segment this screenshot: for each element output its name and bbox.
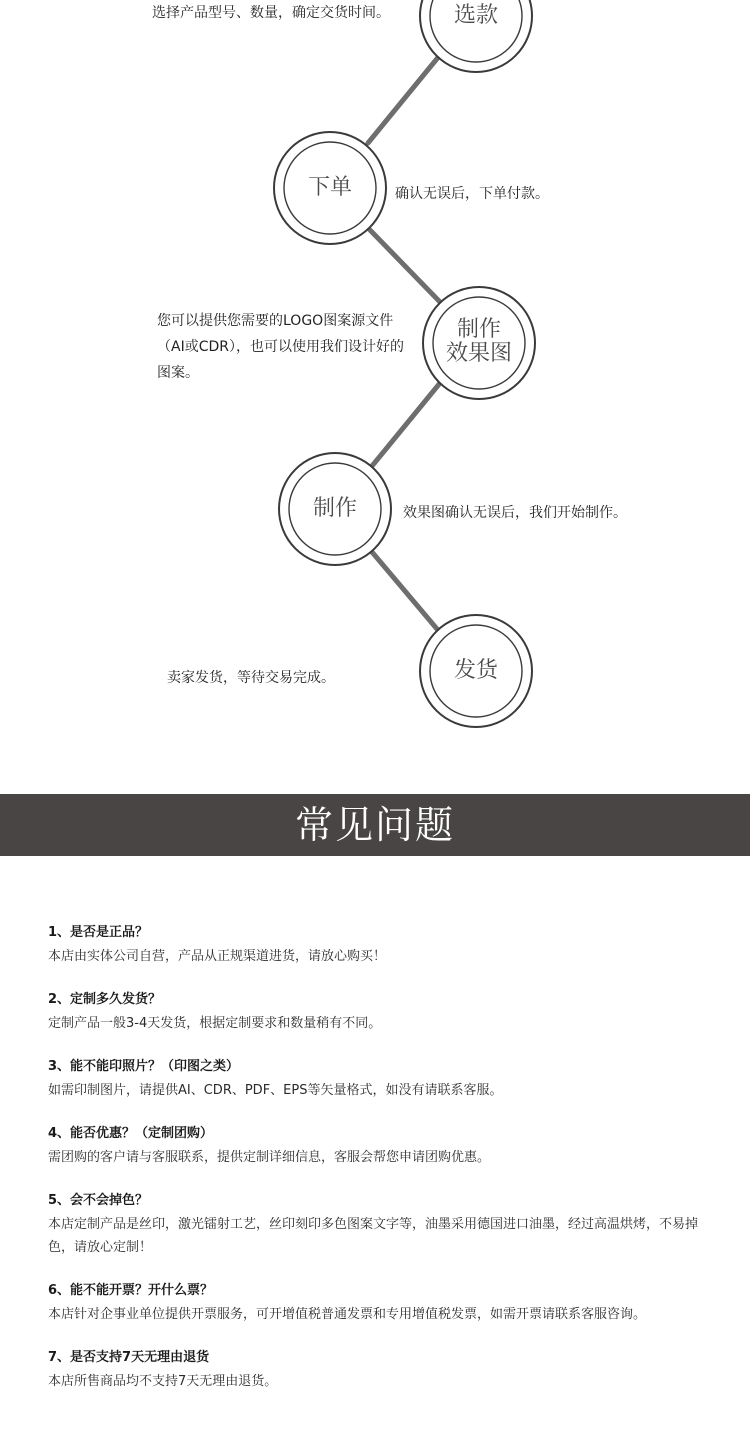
faq-item bbox=[48, 1282, 708, 1326]
faq-answer: 需团购的客户请与客服联系，提供定制详细信息，客服会帮您申请团购优惠。 bbox=[48, 1150, 491, 1165]
step-label-order: 下单 bbox=[307, 175, 352, 200]
faq-question: 3、能不能印照片？（印图之类） bbox=[48, 1059, 240, 1074]
faq-answer: 本店定制产品是丝印，激光镭射工艺，丝印刻印多色图案文字等，油墨采用德国进口油墨，经过高温烘烤，不易掉色，请放心定制！ bbox=[48, 1217, 699, 1255]
faq-item bbox=[48, 1192, 708, 1259]
faq-answer: 本店针对企事业单位提供开票服务，可开增值税普通发票和专用增值税发票，如需开票请联系客服咨询。 bbox=[48, 1307, 647, 1322]
faq-question: 6、能不能开票？开什么票？ bbox=[48, 1283, 214, 1298]
faq-item bbox=[48, 924, 708, 968]
faq-answer: 如需印制图片，请提供AI、CDR、PDF、EPS等矢量格式，如没有请联系客服。 bbox=[48, 1083, 503, 1098]
faq-answer: 本店所售商品均不支持7天无理由退货。 bbox=[48, 1374, 278, 1389]
step-desc-produce: 效果图确认无误后，我们开始制作。 bbox=[403, 505, 627, 521]
step-desc-order: 确认无误后，下单付款。 bbox=[395, 186, 549, 202]
faq-question: 2、定制多久发货？ bbox=[48, 992, 162, 1007]
faq-item bbox=[48, 1349, 708, 1393]
faq-answer: 本店由实体公司自营，产品从正规渠道进货，请放心购买！ bbox=[48, 949, 387, 964]
faq-question: 7、是否支持7天无理由退货 bbox=[48, 1350, 210, 1365]
faq-answer: 定制产品一般3-4天发货，根据定制要求和数量稍有不同。 bbox=[48, 1016, 382, 1031]
step-label-mockup: 制作 效果图 bbox=[445, 317, 512, 366]
faq-question: 4、能否优惠？（定制团购） bbox=[48, 1126, 214, 1141]
step-label-ship: 发货 bbox=[453, 658, 498, 683]
faq-item bbox=[48, 991, 708, 1035]
step-label-select: 选款 bbox=[453, 3, 498, 28]
step-desc-ship: 卖家发货，等待交易完成。 bbox=[167, 670, 335, 686]
step-desc-select: 选择产品型号、数量，确定交货时间。 bbox=[152, 5, 390, 21]
step-desc-mockup: 您可以提供您需要的LOGO图案源文件（AI或CDR），也可以使用我们设计好的图案。 bbox=[157, 313, 404, 381]
faq-item bbox=[48, 1125, 708, 1169]
faq-item bbox=[48, 1058, 708, 1102]
faq-question: 1、是否是正品？ bbox=[48, 925, 149, 940]
faq-title: 常见问题 bbox=[294, 803, 455, 847]
faq-question: 5、会不会掉色？ bbox=[48, 1193, 149, 1208]
step-label-produce: 制作 bbox=[312, 496, 357, 521]
faq-list bbox=[48, 924, 708, 1416]
